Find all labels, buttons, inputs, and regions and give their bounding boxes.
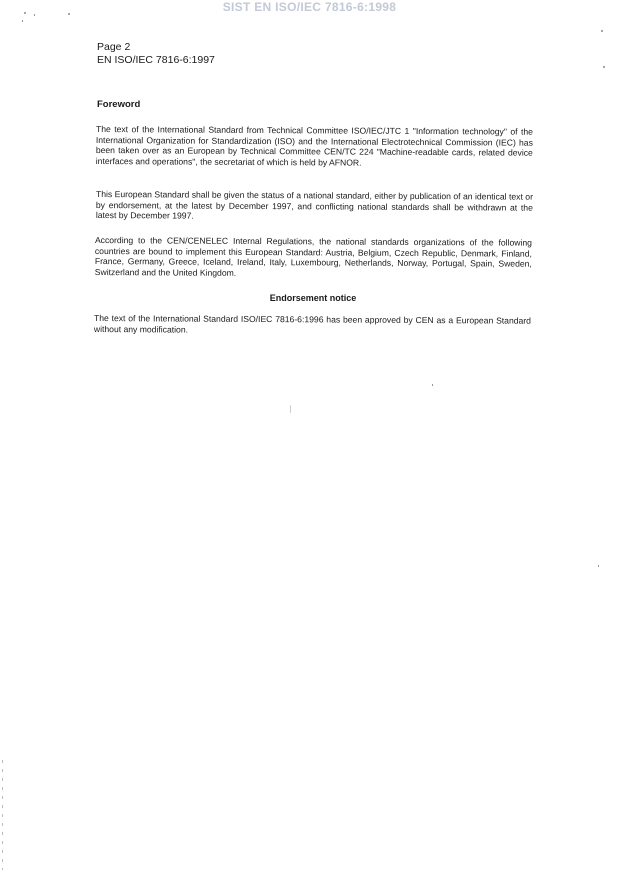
endorsement-heading: Endorsement notice — [269, 293, 357, 303]
scan-speck — [34, 14, 35, 16]
page-header — [97, 41, 215, 67]
foreword-paragraph-2: This European Standard shall be given the status of a national standard, either by publication of an identical text or by endorsement, at the latest by December 1997, and conflicting national standards shall be withdrawn at the latest by December 1997. — [95, 189, 533, 221]
scan-speck — [22, 20, 23, 22]
endorsement-paragraph: The text of the International Standard ISO/IEC 7816-6:1996 has been approved by CEN as a European Standard without any modification. — [93, 313, 531, 335]
page-number: Page 2 — [97, 41, 131, 53]
foreword-paragraph-3: According to the CEN/CENELEC Internal Regulations, the national standards organizations of the following countries are bound to implement this European Standard: Austria, Belgium, Czech Republic, Denmark, Finland, France, Germany, Greece, Iceland, Ireland, Italy, Luxembourg, Netherlands, Norway, Portugal, Spain, Sweden, Switzerland and the United Kingdom. — [94, 235, 532, 278]
foreword-heading: Foreword — [97, 99, 141, 110]
scan-edge-artifact — [2, 760, 3, 870]
foreword-paragraph-1: The text of the International Standard from Technical Committee ISO/IEC/JTC 1 "Information technology" of the International Organization for Standardization (ISO) and the International Electrotechnical Commission (IEC) has been taken over as an European by Technical Committee CEN/TC 224 "Machine-readable cards, related device interfaces and operations", the secretariat of which is held by AFNOR. — [95, 124, 533, 168]
scan-speck — [601, 30, 603, 32]
document-watermark: SIST EN ISO/IEC 7816-6:1998 — [222, 0, 397, 14]
scan-speck — [24, 12, 26, 14]
scan-speck — [432, 384, 433, 386]
scan-speck — [603, 66, 605, 68]
standard-designation: EN ISO/IEC 7816-6:1997 — [97, 54, 215, 66]
scan-speck — [290, 405, 291, 413]
scan-speck — [598, 565, 599, 567]
scan-speck — [68, 13, 70, 15]
